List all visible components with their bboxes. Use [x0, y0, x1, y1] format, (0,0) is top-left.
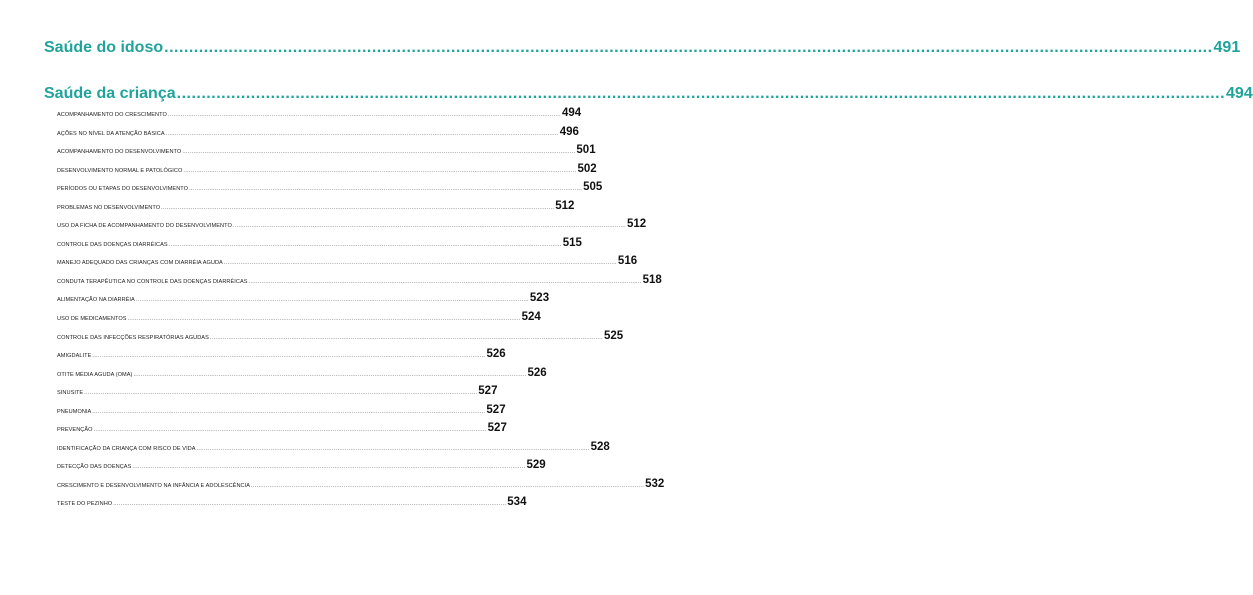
- dot-leader: ....................................................................................................................................................................................................................: [167, 112, 561, 118]
- dot-leader: ....................................................................................................................................................................................................................: [113, 501, 507, 508]
- entry-page-number: 502: [577, 162, 597, 175]
- entry-title: IDENTIFICAÇÃO DA CRIANÇA COM RISCO DE VIDA: [57, 445, 196, 452]
- section-heading-saude-do-idoso[interactable]: [44, 38, 1241, 58]
- dot-leader: ....................................................................................................................................................................................................................: [165, 130, 559, 137]
- dot-leader: ....................................................................................................................................................................................................................: [223, 260, 617, 267]
- entry-title: OTITE MÉDIA AGUDA (OMA): [57, 371, 133, 378]
- toc-entry[interactable]: [57, 403, 506, 423]
- dot-leader: ....................................................................................................................................................................................................................: [161, 204, 555, 211]
- toc-entry[interactable]: [57, 107, 582, 126]
- entry-page-number: 516: [617, 255, 638, 268]
- entry-page-number: 527: [486, 403, 506, 416]
- entry-page-number: 505: [583, 181, 603, 194]
- entry-title: MANEJO ADEQUADO DAS CRIANÇAS COM DIARRÉIA AGUDA: [57, 260, 223, 267]
- entry-title: USO DA FICHA DE ACOMPANHAMENTO DO DESENVOLVIMENTO: [57, 223, 232, 230]
- dot-leader: ....................................................................................................................................................................................................................: [251, 482, 645, 489]
- toc-entry[interactable]: [57, 366, 547, 386]
- entry-title: CONTROLE DAS INFECÇÕES RESPIRATÓRIAS AGUDAS: [57, 334, 209, 341]
- dot-leader: ....................................................................................................................................................................................................................: [132, 464, 526, 471]
- entry-title: ACOMPANHAMENTO DO CRESCIMENTO: [57, 112, 167, 118]
- dot-leader: ....................................................................................................................................................................................................................: [182, 149, 576, 156]
- toc-entry[interactable]: [57, 236, 582, 256]
- entry-page-number: 527: [487, 422, 507, 435]
- toc-entry[interactable]: [57, 348, 506, 367]
- section-page-number: 491: [1213, 39, 1241, 56]
- entry-title: PREVENÇÃO: [57, 427, 93, 434]
- entry-title: CRESCIMENTO E DESENVOLVIMENTO NA INFÂNCIA E ADOLESCÊNCIA: [57, 482, 251, 489]
- entry-title: DESENVOLVIMENTO NORMAL E PATOLÓGICO: [57, 167, 183, 174]
- toc-entry[interactable]: [57, 422, 507, 441]
- toc-entry[interactable]: [57, 496, 527, 515]
- toc-entry[interactable]: [57, 125, 579, 145]
- entry-page-number: 529: [526, 459, 546, 472]
- entry-title: AÇÕES NO NÍVEL DA ATENÇÃO BÁSICA: [57, 130, 165, 137]
- entry-title: USO DE MEDICAMENTOS: [57, 316, 127, 323]
- entry-page-number: 528: [590, 440, 610, 453]
- entry-title: AMIGDALITE: [57, 353, 92, 360]
- entry-title: TESTE DO PEZINHO: [57, 501, 113, 508]
- entry-title: ACOMPANHAMENTO DO DESENVOLVIMENTO: [57, 149, 182, 156]
- toc-entry[interactable]: [57, 199, 575, 219]
- dot-leader: ....................................................................................................................................................................................................................: [168, 241, 562, 248]
- entry-page-number: 525: [603, 329, 624, 342]
- entry-page-number: 523: [529, 292, 550, 305]
- entry-page-number: 534: [507, 496, 527, 509]
- dot-leader: ....................................................................................................................................................................................................................: [127, 316, 521, 323]
- toc-entry[interactable]: [57, 255, 638, 274]
- entry-page-number: 515: [562, 236, 582, 249]
- dot-leader: ....................................................................................................................................................................................................................: [248, 278, 642, 285]
- entry-title: CONDUTA TERAPÊUTICA NO CONTROLE DAS DOENÇAS DIARRÉICAS: [57, 278, 248, 285]
- dot-leader: ....................................................................................................................................................................................................................: [183, 167, 577, 174]
- entry-title: SINUSITE: [57, 390, 84, 397]
- entry-page-number: 527: [478, 385, 498, 398]
- entry-page-number: 496: [559, 125, 579, 138]
- entry-page-number: 512: [626, 218, 647, 231]
- toc-entry[interactable]: [57, 477, 665, 497]
- toc-entry[interactable]: [57, 459, 546, 478]
- toc-entry[interactable]: [57, 218, 647, 237]
- section-title: Saúde da criança: [44, 85, 176, 102]
- section-heading-saude-da-crianca[interactable]: [44, 84, 1253, 104]
- dot-leader: ....................................................................................................................................................................................................................: [92, 408, 486, 415]
- dot-leader: ....................................................................................................................................................................................................................: [84, 390, 478, 397]
- toc-entry[interactable]: [57, 144, 596, 163]
- toc-entry[interactable]: [57, 329, 624, 349]
- entry-page-number: 526: [486, 348, 506, 361]
- entry-page-number: 518: [642, 273, 662, 286]
- toc-entry[interactable]: [57, 385, 498, 404]
- dot-leader: ....................................................................................................................................................................................................................: [209, 334, 603, 341]
- entry-page-number: 501: [576, 144, 596, 157]
- dot-leader: ....................................................................................................................................................................................................................: [93, 427, 487, 434]
- entry-title: PERÍODOS OU ETAPAS DO DESENVOLVIMENTO: [57, 186, 189, 193]
- dot-leader: ....................................................................................................................................................................................................................: [189, 186, 583, 193]
- toc-entry[interactable]: [57, 162, 597, 182]
- toc-entry[interactable]: [57, 440, 610, 460]
- entry-page-number: 512: [555, 199, 575, 212]
- toc-entry[interactable]: [57, 292, 550, 311]
- dot-leader: ....................................................................................................................................................................................................................: [176, 85, 1226, 102]
- dot-leader: ....................................................................................................................................................................................................................: [232, 223, 626, 230]
- dot-leader: ....................................................................................................................................................................................................................: [135, 297, 529, 304]
- entry-page-number: 532: [645, 477, 665, 490]
- entry-title: ALIMENTAÇÃO NA DIARRÉIA: [57, 297, 135, 304]
- entry-page-number: 494: [562, 107, 582, 119]
- dot-leader: ....................................................................................................................................................................................................................: [164, 39, 1213, 56]
- dot-leader: ....................................................................................................................................................................................................................: [196, 445, 590, 452]
- entry-title: PROBLEMAS NO DESENVOLVIMENTO: [57, 204, 161, 211]
- dot-leader: ....................................................................................................................................................................................................................: [133, 371, 527, 378]
- section-title: Saúde do idoso: [44, 39, 164, 56]
- entry-title: CONTROLE DAS DOENÇAS DIARRÉICAS: [57, 241, 168, 248]
- dot-leader: ....................................................................................................................................................................................................................: [92, 353, 486, 360]
- entry-title: DETECÇÃO DAS DOENÇAS: [57, 464, 132, 471]
- toc-entry[interactable]: [57, 311, 541, 330]
- entry-page-number: 524: [521, 311, 541, 324]
- toc-entry-list: [57, 107, 665, 515]
- entry-title: PNEUMONIA: [57, 408, 92, 415]
- section-page-number: 494: [1226, 85, 1253, 102]
- toc-entry[interactable]: [57, 181, 603, 200]
- toc-entry[interactable]: [57, 273, 662, 293]
- entry-page-number: 526: [527, 366, 547, 379]
